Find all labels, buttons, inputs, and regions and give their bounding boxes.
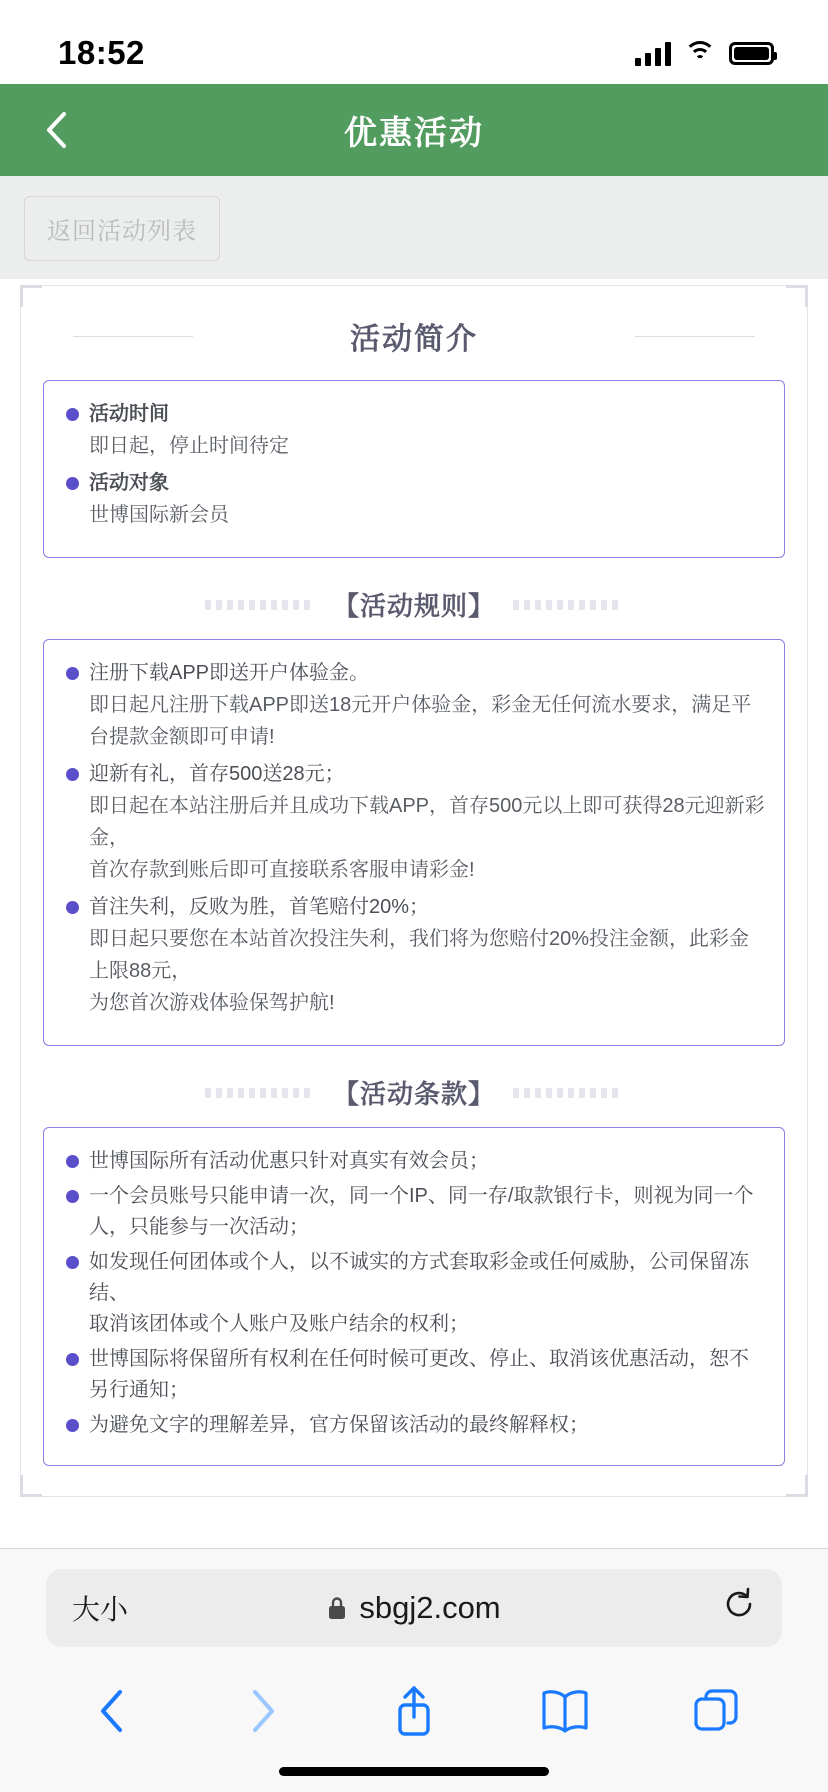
terms-list [62, 1146, 766, 1441]
wifi-icon [684, 41, 716, 65]
browser-toolbar [0, 1655, 828, 1767]
terms-panel [43, 1127, 785, 1466]
list-item [62, 399, 766, 462]
bullet-dot-icon [66, 1353, 79, 1366]
url-text: sbgj2.com [359, 1590, 501, 1625]
term-line: 世博国际所有活动优惠只针对真实有效会员； [89, 1150, 489, 1172]
activity-card [20, 285, 808, 1497]
share-icon [392, 1684, 436, 1738]
content-area [0, 285, 828, 1497]
term-line: 如发现任何团体或个人，以不诚实的方式套取彩金或任何威胁，公司保留冻结、 [89, 1251, 749, 1304]
list-item [62, 892, 766, 1019]
list-item [62, 1410, 766, 1441]
heading-decor-right [513, 600, 623, 610]
address-bar[interactable] [46, 1569, 782, 1647]
page-title: 优惠活动 [344, 113, 484, 151]
list-item [62, 1344, 766, 1406]
intro-panel [43, 380, 785, 558]
share-button[interactable] [382, 1679, 446, 1743]
bullet-dot-icon [66, 1155, 79, 1168]
corner-decor-top-right [786, 285, 808, 307]
cellular-bars-icon [635, 41, 671, 66]
heading-decor-left [205, 600, 315, 610]
rule-lines [89, 689, 766, 753]
url-bar-container [0, 1549, 828, 1655]
bullet-dot-icon [66, 408, 79, 421]
rule-line: 首次存款到账后即可直接联系客服申请彩金! [89, 859, 475, 881]
heading-decor-left [205, 1088, 315, 1098]
intro-item-title: 活动对象 [89, 472, 169, 494]
terms-section-heading [43, 1074, 785, 1111]
rule-line: 即日起只要您在本站首次投注失利，我们将为您赔付20%投注金额，此彩金上限88元， [89, 928, 750, 982]
rule-line: 即日起凡注册下载APP即送18元开户体验金，彩金无任何流水要求，满足平台提款金额即可申请! [89, 694, 752, 748]
rule-lines [89, 923, 766, 1019]
browser-forward-button[interactable] [231, 1679, 295, 1743]
rule-lines [89, 790, 766, 886]
rules-panel [43, 639, 785, 1046]
rules-heading-text: 【活动规则】 [332, 591, 495, 621]
term-line: 世博国际将保留所有权利在任何时候可更改、停止、取消该优惠活动，恕不另行通知； [89, 1348, 749, 1401]
rules-list [62, 658, 766, 1019]
chevron-left-icon [97, 1687, 127, 1735]
chevron-left-icon [45, 111, 67, 149]
heading-decor-right [513, 1088, 623, 1098]
browser-back-button[interactable] [80, 1679, 144, 1743]
bullet-dot-icon [66, 1419, 79, 1432]
status-time: 18:52 [58, 34, 145, 71]
intro-item-lines [89, 430, 766, 462]
header-back-button[interactable] [36, 110, 76, 150]
terms-heading-text: 【活动条款】 [332, 1079, 495, 1109]
status-indicators [635, 41, 774, 66]
home-indicator [279, 1767, 549, 1776]
bullet-dot-icon [66, 901, 79, 914]
bookmarks-button[interactable] [533, 1679, 597, 1743]
list-item [62, 658, 766, 753]
term-line: 为避免文字的理解差异，官方保留该活动的最终解释权； [89, 1414, 589, 1436]
lock-icon [327, 1595, 347, 1621]
bullet-dot-icon [66, 667, 79, 680]
browser-bottom-bar [0, 1548, 828, 1792]
bullet-dot-icon [66, 768, 79, 781]
page-zoom-button[interactable]: 大小 [72, 1594, 129, 1625]
battery-full-icon [729, 42, 774, 65]
bullet-dot-icon [66, 477, 79, 490]
status-bar [0, 0, 828, 84]
tabs-button[interactable] [684, 1679, 748, 1743]
corner-decor-bottom-right [786, 1475, 808, 1497]
rule-title: 迎新有礼，首存500送28元； [89, 763, 345, 785]
app-header [0, 84, 828, 176]
rule-line: 为您首次游戏体验保驾护航! [89, 992, 335, 1014]
rule-title: 注册下载APP即送开户体验金。 [89, 662, 370, 684]
book-icon [539, 1688, 591, 1734]
rule-line: 即日起在本站注册后并且成功下载APP，首存500元以上即可获得28元迎新彩金， [89, 795, 765, 849]
bullet-dot-icon [66, 1256, 79, 1269]
intro-item-lines [89, 499, 766, 531]
bullet-dot-icon [66, 1190, 79, 1203]
list-item [62, 759, 766, 886]
sub-bar [0, 176, 828, 279]
list-item [62, 1247, 766, 1340]
intro-item-line: 世博国际新会员 [89, 504, 229, 526]
rules-section-heading [43, 586, 785, 623]
term-line: 取消该团体或个人账户及账户结余的权利； [89, 1313, 469, 1335]
intro-item-line: 即日起，停止时间待定 [89, 435, 289, 457]
back-to-activity-list-button[interactable]: 返回活动列表 [24, 196, 220, 261]
list-item [62, 1146, 766, 1177]
term-line: 一个会员账号只能申请一次，同一个IP、同一存/取款银行卡，则视为同一个人，只能参与一次活动； [89, 1185, 754, 1238]
activity-intro-title: 活动简介 [43, 314, 785, 358]
list-item [62, 468, 766, 531]
list-item [62, 1181, 766, 1243]
intro-list [62, 399, 766, 531]
address-bar-center [46, 1590, 782, 1626]
corner-decor-top-left [20, 285, 42, 307]
tabs-icon [692, 1687, 740, 1735]
corner-decor-bottom-left [20, 1475, 42, 1497]
intro-item-title: 活动时间 [89, 403, 169, 425]
rule-title: 首注失利，反败为胜，首笔赔付20%； [89, 896, 430, 918]
chevron-right-icon [248, 1687, 278, 1735]
